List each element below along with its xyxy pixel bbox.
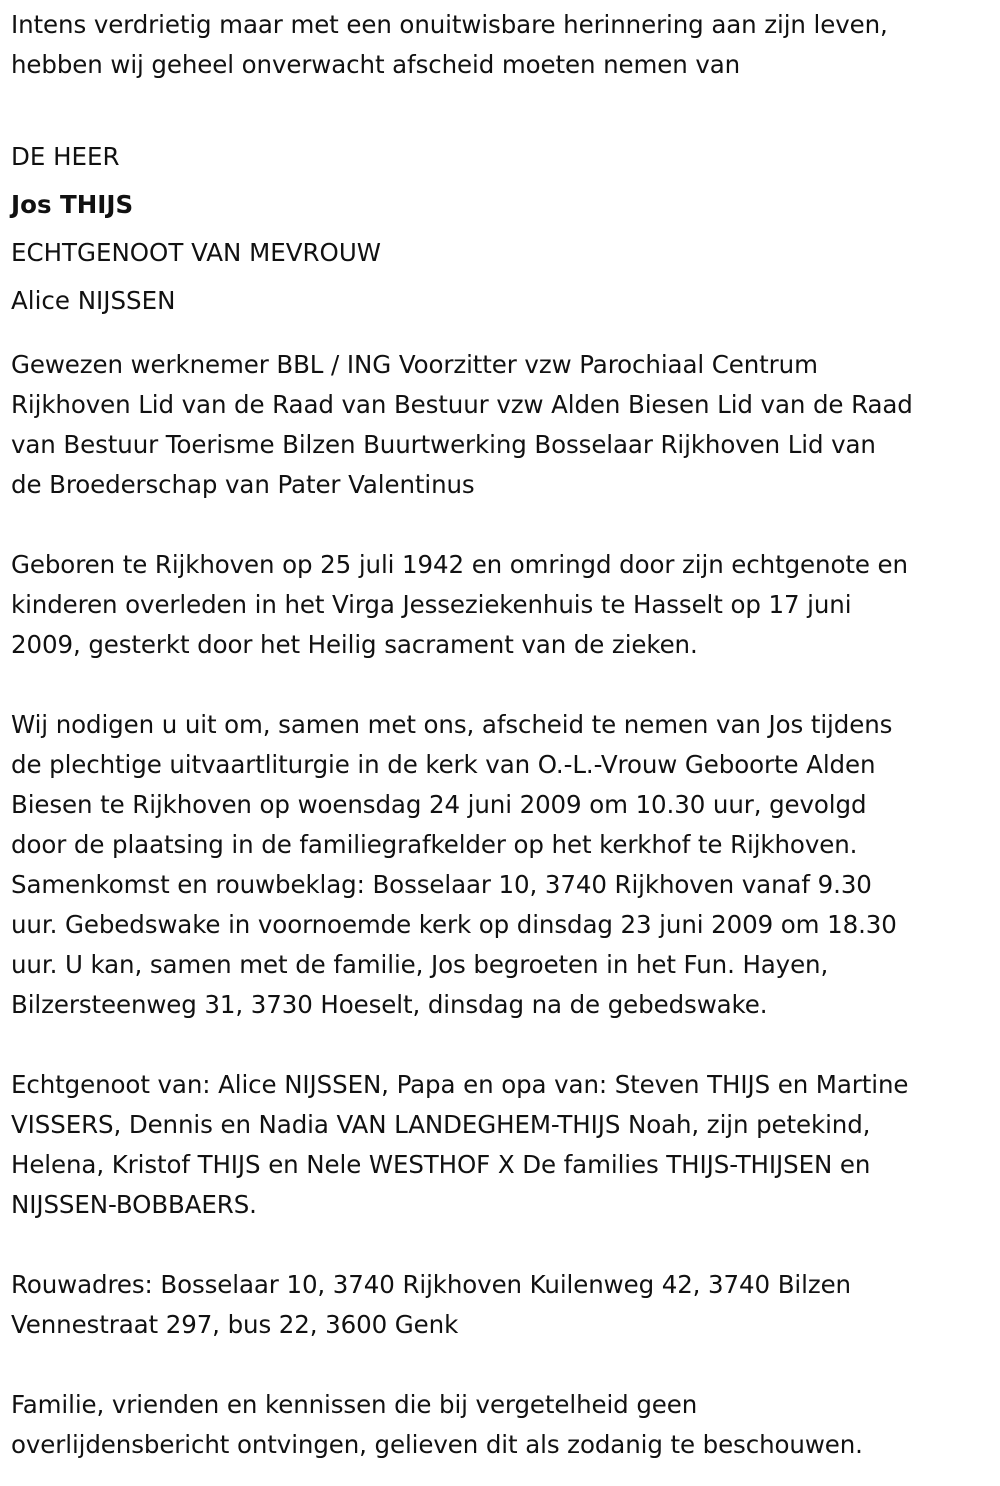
closing-paragraph	[11, 1385, 993, 1465]
functions-line: Gewezen werknemer BBL / ING Voorzitter vzw Parochiaal Centrum	[11, 350, 818, 379]
spacer	[11, 505, 993, 545]
functions-line: van Bestuur Toerisme Bilzen Buurtwerking Bosselaar Rijkhoven Lid van	[11, 430, 876, 459]
family-line: VISSERS, Dennis en Nadia VAN LANDEGHEM-THIJS Noah, zijn petekind,	[11, 1110, 871, 1139]
funeral-line: Biesen te Rijkhoven op woensdag 24 juni 2009 om 10.30 uur, gevolgd	[11, 790, 867, 819]
deceased-header	[11, 133, 993, 325]
functions-line: de Broederschap van Pater Valentinus	[11, 470, 475, 499]
intro-line: hebben wij geheel onverwacht afscheid moeten nemen van	[11, 50, 741, 79]
spacer	[11, 1025, 993, 1065]
spacer	[11, 1345, 993, 1385]
birth-death-line: kinderen overleden in het Virga Jesseziekenhuis te Hasselt op 17 juni	[11, 590, 852, 619]
spacer	[11, 665, 993, 705]
obituary-document	[11, 5, 993, 1465]
address-paragraph	[11, 1265, 993, 1345]
funeral-line: Wij nodigen u uit om, samen met ons, afscheid te nemen van Jos tijdens	[11, 710, 893, 739]
intro-line: Intens verdrietig maar met een onuitwisbare herinnering aan zijn leven,	[11, 10, 888, 39]
spacer	[11, 325, 993, 345]
relation-label: ECHTGENOOT VAN MEVROUW	[11, 238, 382, 267]
funeral-paragraph	[11, 705, 993, 1025]
birth-death-paragraph	[11, 545, 993, 665]
functions-line: Rijkhoven Lid van de Raad van Bestuur vzw Alden Biesen Lid van de Raad	[11, 390, 913, 419]
birth-death-line: Geboren te Rijkhoven op 25 juli 1942 en omringd door zijn echtgenote en	[11, 550, 908, 579]
deceased-name: Jos THIJS	[11, 190, 134, 219]
intro-paragraph	[11, 5, 993, 85]
funeral-line: Samenkomst en rouwbeklag: Bosselaar 10, 3740 Rijkhoven vanaf 9.30	[11, 870, 872, 899]
funeral-line: Bilzersteenweg 31, 3730 Hoeselt, dinsdag na de gebedswake.	[11, 990, 768, 1019]
family-line: Helena, Kristof THIJS en Nele WESTHOF X De families THIJS-THIJSEN en	[11, 1150, 871, 1179]
family-paragraph	[11, 1065, 993, 1225]
address-line: Rouwadres: Bosselaar 10, 3740 Rijkhoven Kuilenweg 42, 3740 Bilzen	[11, 1270, 851, 1299]
funeral-line: door de plaatsing in de familiegrafkelder op het kerkhof te Rijkhoven.	[11, 830, 858, 859]
funeral-line: de plechtige uitvaartliturgie in de kerk van O.-L.-Vrouw Geboorte Alden	[11, 750, 876, 779]
closing-line: overlijdensbericht ontvingen, gelieven dit als zodanig te beschouwen.	[11, 1430, 863, 1459]
family-line: NIJSSEN-BOBBAERS.	[11, 1190, 257, 1219]
spacer	[11, 85, 993, 125]
functions-paragraph	[11, 345, 993, 505]
funeral-line: uur. Gebedswake in voornoemde kerk op dinsdag 23 juni 2009 om 18.30	[11, 910, 897, 939]
spouse-name: Alice NIJSSEN	[11, 286, 176, 315]
closing-line: Familie, vrienden en kennissen die bij vergetelheid geen	[11, 1390, 698, 1419]
birth-death-line: 2009, gesterkt door het Heilig sacrament van de zieken.	[11, 630, 698, 659]
address-line: Vennestraat 297, bus 22, 3600 Genk	[11, 1310, 459, 1339]
honorific-title: DE HEER	[11, 142, 120, 171]
family-line: Echtgenoot van: Alice NIJSSEN, Papa en opa van: Steven THIJS en Martine	[11, 1070, 909, 1099]
funeral-line: uur. U kan, samen met de familie, Jos begroeten in het Fun. Hayen,	[11, 950, 829, 979]
spacer	[11, 1225, 993, 1265]
